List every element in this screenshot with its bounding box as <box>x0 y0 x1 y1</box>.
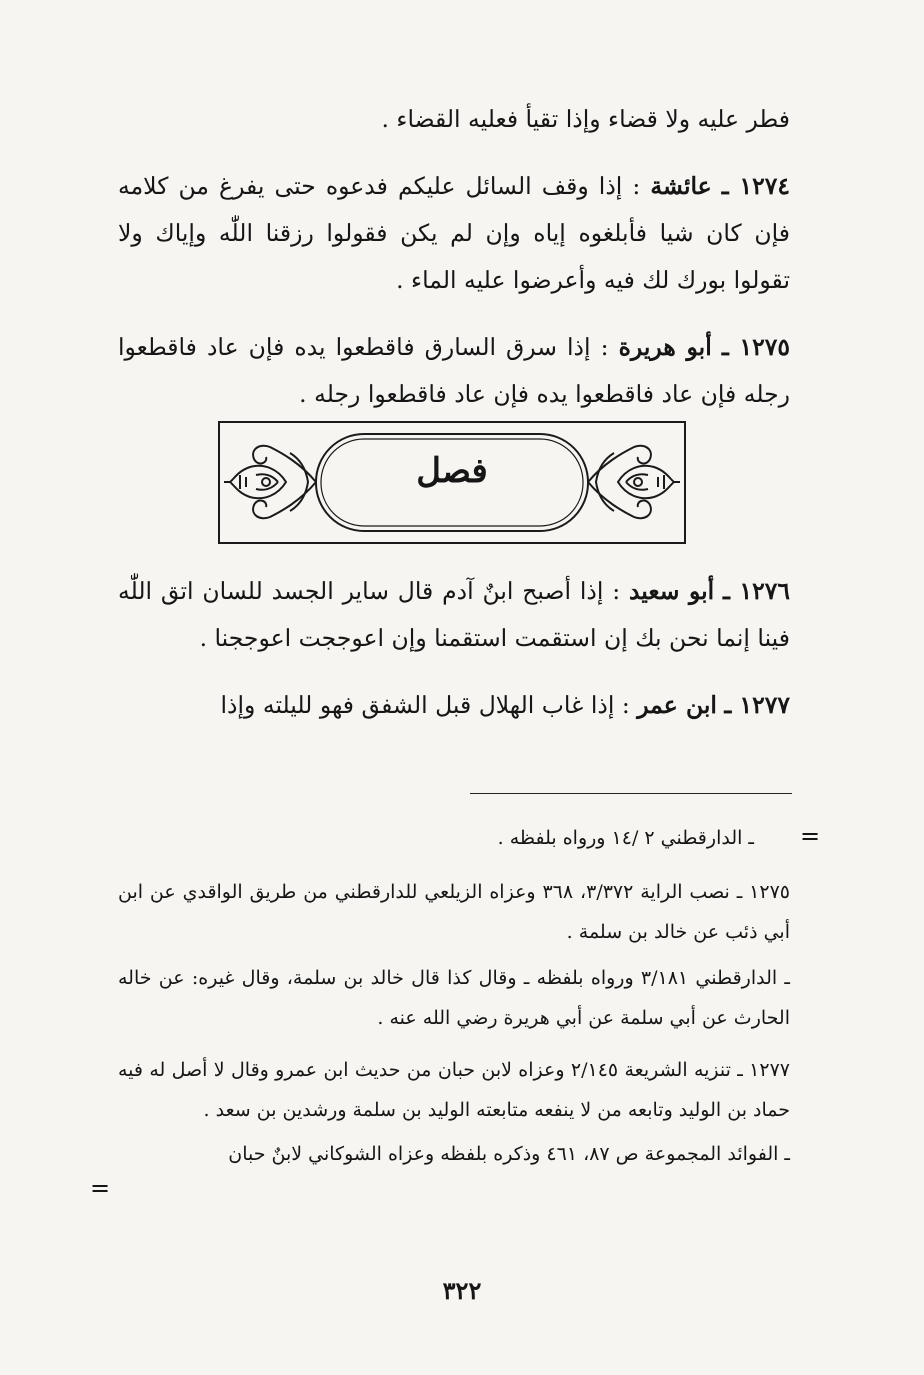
hadith-1276 <box>118 568 790 662</box>
paragraph-text: فطر عليه ولا قضاء وإذا تقيأ فعليه القضاء . <box>381 105 790 133</box>
footnote: ـ الدارقطني ٢ /١٤ ورواه بلفظه . <box>497 827 754 849</box>
continuation-mark-bottom: = <box>90 1174 111 1202</box>
continuation-mark-top: = <box>800 822 821 850</box>
hadith-number: ١٢٧٤ ـ <box>721 172 790 200</box>
narrator-name: ابن عمر <box>637 691 717 719</box>
section-heading: فصل <box>416 451 488 491</box>
hadith-number: ١٢٧٧ ـ <box>724 691 790 719</box>
page-number: ٣٢٢ <box>442 1276 482 1305</box>
footnote: ـ الدارقطني ٣/١٨١ ورواه بلفظه ـ وقال كذا قال خالد بن سلمة، وقال غيره: عن خاله الحارث عن أبي سلمة عن أبي هريرة رضي الله عنه . <box>118 967 790 1029</box>
paragraph-continuation <box>118 96 790 143</box>
narrator-name: أبو سعيد <box>628 577 715 605</box>
hadith-1274 <box>118 163 790 304</box>
hadith-text: : إذا غاب الهلال قبل الشفق فهو لليلته وإذا <box>220 691 630 719</box>
footnotes <box>118 818 790 1174</box>
footnote-separator <box>470 793 792 794</box>
hadith-text: : إذا أصبح ابنٌ آدم قال ساير الجسد للسان اتق اللّٰه فينا إنما نحن بك إن استقمت استقمنا وإن اعوججت اعوججنا . <box>118 577 790 652</box>
footnote: ١٢٧٥ ـ نصب الراية ٣/٣٧٢، ٣٦٨ وعزاه الزيلعي للدارقطني من طريق الواقدي عن ابن أبي ذئب عن خالد بن سلمة . <box>118 881 790 943</box>
main-text-lower <box>118 568 790 729</box>
section-heading-frame <box>218 421 686 544</box>
main-text-upper <box>118 96 790 418</box>
footnote: ـ الفوائد المجموعة ص ٨٧، ٤٦١ وذكره بلفظه وعزاه الشوكاني لابنٌ حبان <box>228 1143 790 1165</box>
hadith-1277 <box>118 682 790 729</box>
footnote: ١٢٧٧ ـ تنزيه الشريعة ٢/١٤٥ وعزاه لابن حبان من حديث ابن عمرو وقال لا أصل له فيه حماد بن الوليد وتابعه من لا ينفعه متابعته الوليد بن سلمة ورشدين بن سعد . <box>118 1059 790 1121</box>
narrator-name: أبو هريرة <box>618 333 712 361</box>
hadith-number: ١٢٧٦ ـ <box>723 577 790 605</box>
narrator-name: عائشة <box>650 172 712 200</box>
hadith-text: : إذا سرق السارق فاقطعوا يده فإن عاد فاقطعوا رجله فإن عاد فاقطعوا يده فإن عاد فاقطعوا رجله . <box>118 333 790 408</box>
hadith-text: : إذا وقف السائل عليكم فدعوه حتى يفرغ من كلامه فإن كان شيا فأبلغوه إياه وإن لم يكن فقولوا رزقنا اللّٰه وإياك ولا تقولوا بورك لك فيه وأعرضوا عليه الماء . <box>118 172 790 294</box>
hadith-number: ١٢٧٥ ـ <box>721 333 790 361</box>
hadith-1275 <box>118 324 790 418</box>
